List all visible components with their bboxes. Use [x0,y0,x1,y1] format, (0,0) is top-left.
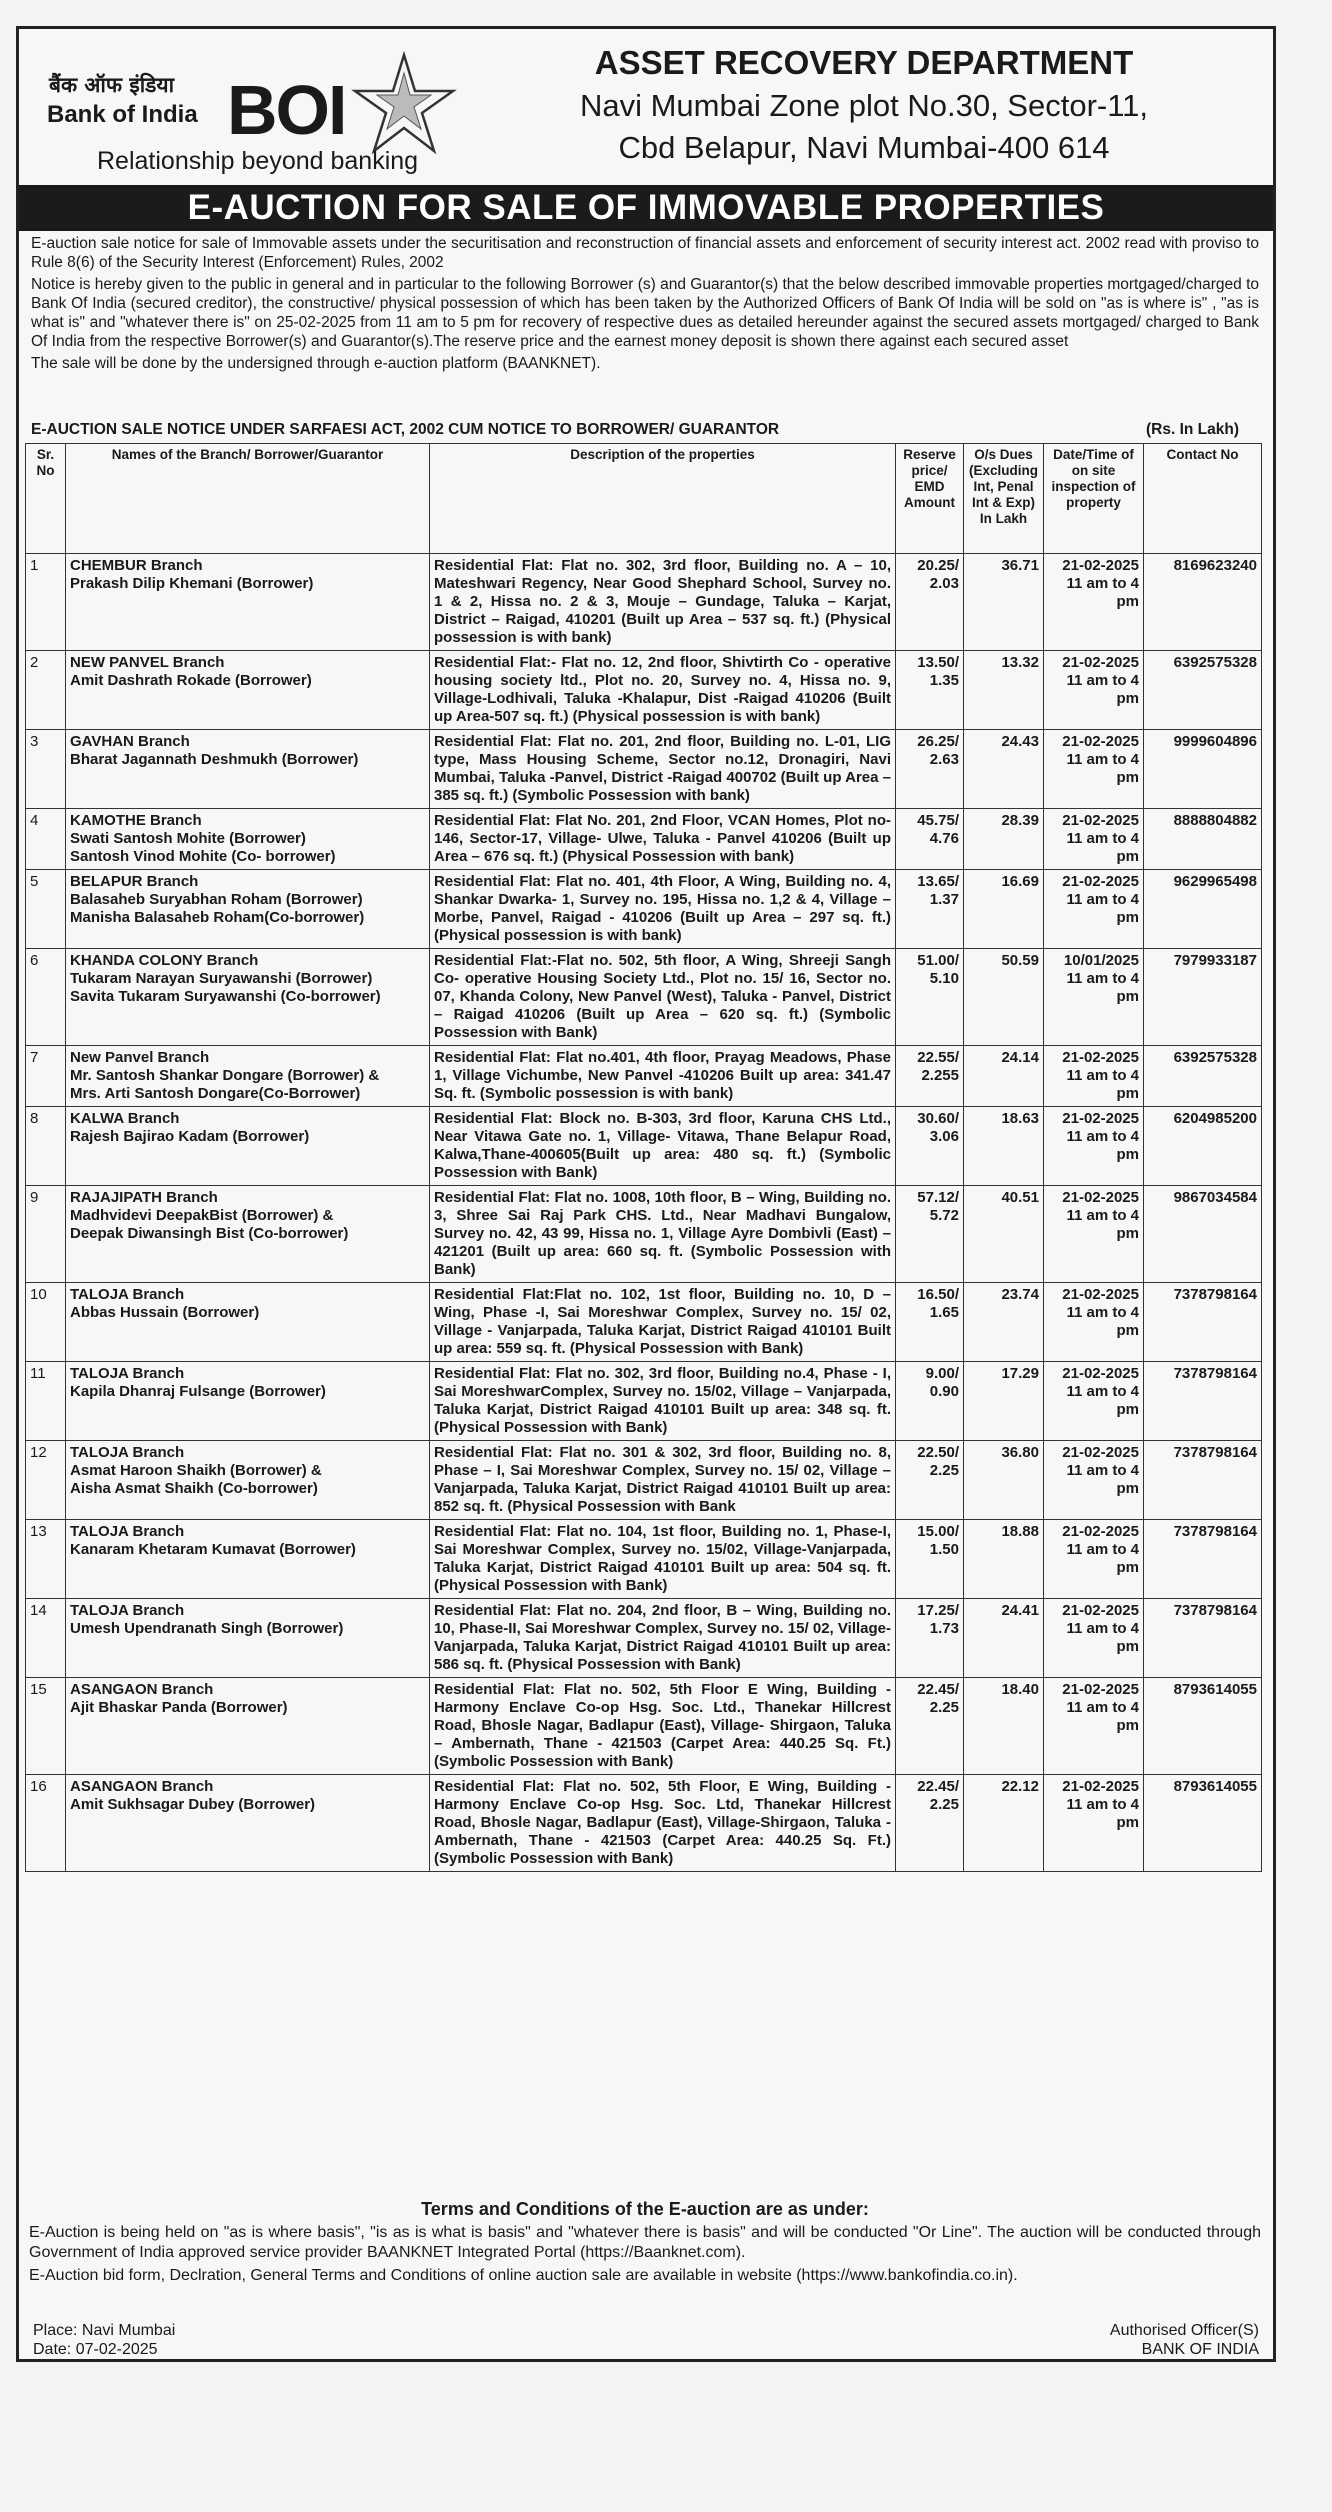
inspection-date-cell [1044,1520,1144,1599]
party-name: Kapila Dhanraj Fulsange (Borrower) [70,1383,326,1400]
contact-cell: 9999604896 [1144,730,1262,809]
sr-no-cell: 2 [26,651,66,730]
property-description-cell: Residential Flat: Flat no. 401, 4th Floor, A Wing, Building no. 4, Shankar Dwarka- 1, Survey no. 195, Hissa no. 1,2 & 4, Village – Morbe, Panvel, Raigad - 410206 (Built up Area – 297 sq. ft.) (Physical possession is with bank) [430,870,896,949]
contact-cell: 7378798164 [1144,1283,1262,1362]
footer-place-date [33,2321,175,2359]
emd-amount: 2.25 [929,1699,959,1716]
dues-cell: 13.32 [964,651,1044,730]
inspection-time: 11 am to 4 pm [1066,1304,1139,1339]
sr-no-cell: 13 [26,1520,66,1599]
inspection-date-cell [1044,1441,1144,1520]
property-description-cell: Residential Flat:Flat no. 102, 1st floor, Building no. 10, D – Wing, Phase -I, Sai Moreshwar Complex, Survey no. 15/ 02, Village - Vanjarpada, Taluka Karjat, District Raigad 410101 Built up area: 559 sq. ft. (Physical Possession with Bank) [430,1283,896,1362]
footer-bank: BANK OF INDIA [1141,2341,1259,2358]
inspection-date: 21-02-2025 [1062,1189,1139,1206]
property-description-cell: Residential Flat: Flat no. 204, 2nd floor, B – Wing, Building no. 10, Phase-II, Sai Moreshwar Complex, Survey no. 15/ 02, Village-Vanjarpada, Taluka Karjat, District Raigad 410101 Built up area: 586 sq. ft. (Physical Possession with Bank) [430,1599,896,1678]
contact-cell: 7979933187 [1144,949,1262,1046]
dues-cell: 18.40 [964,1678,1044,1775]
table-row [26,1283,1262,1362]
branch-name: TALOJA Branch [70,1602,185,1619]
property-description-cell: Residential Flat: Block no. B-303, 3rd floor, Karuna CHS Ltd., Near Vitawa Gate no. 1, Village- Vitawa, Thane Belapur Road, Kalwa,Thane-400605(Built up area: 480 sq. ft.) (Symbolic Possession with Bank) [430,1107,896,1186]
sr-no-cell: 10 [26,1283,66,1362]
inspection-date-cell [1044,554,1144,651]
inspection-date: 21-02-2025 [1062,654,1139,671]
reserve-price: 15.00/ [917,1523,959,1540]
dues-cell: 18.88 [964,1520,1044,1599]
party-name: Balasaheb Suryabhan Roham (Borrower) [70,891,363,908]
inspection-time: 11 am to 4 pm [1066,1462,1139,1497]
party-name: Abbas Hussain (Borrower) [70,1304,260,1321]
emd-amount: 0.90 [929,1383,959,1400]
dues-cell: 24.43 [964,730,1044,809]
party-name: Amit Dashrath Rokade (Borrower) [70,672,312,689]
contact-cell: 6204985200 [1144,1107,1262,1186]
inspection-date: 21-02-2025 [1062,557,1139,574]
party-name: Savita Tukaram Suryawanshi (Co-borrower) [70,988,381,1005]
header-description: Description of the properties [430,444,896,554]
branch-borrower-cell [66,1678,430,1775]
branch-borrower-cell [66,730,430,809]
inspection-date: 21-02-2025 [1062,1523,1139,1540]
branch-name: BELAPUR Branch [70,873,199,890]
emd-amount: 4.76 [929,830,959,847]
sr-no-cell: 15 [26,1678,66,1775]
sr-no-cell: 12 [26,1441,66,1520]
branch-borrower-cell [66,1107,430,1186]
footer-signature [1110,2321,1259,2359]
reserve-price: 9.00/ [925,1365,959,1382]
header-outstanding-dues: O/s Dues (Excluding Int, Penal Int & Exp) In Lakh [964,444,1044,554]
header [19,29,1273,179]
emd-amount: 2.25 [929,1796,959,1813]
emd-amount: 2.25 [929,1462,959,1479]
branch-name: ASANGAON Branch [70,1778,214,1795]
reserve-emd-cell [896,949,964,1046]
branch-borrower-cell [66,1362,430,1441]
reserve-price: 22.45/ [917,1681,959,1698]
reserve-price: 13.65/ [917,873,959,890]
table-row [26,1362,1262,1441]
reserve-emd-cell [896,1775,964,1872]
party-name: Madhvidevi DeepakBist (Borrower) & [70,1207,334,1224]
header-sr-no: Sr. No [26,444,66,554]
emd-amount: 1.73 [929,1620,959,1637]
reserve-emd-cell [896,554,964,651]
inspection-date-cell [1044,809,1144,870]
contact-cell: 6392575328 [1144,1046,1262,1107]
branch-borrower-cell [66,1520,430,1599]
table-row [26,1441,1262,1520]
table-row [26,1520,1262,1599]
property-description-cell: Residential Flat:- Flat no. 12, 2nd floor, Shivtirth Co - operative housing society ltd., Plot no. 20, Survey no. 4, Hissa no. 9, Village-Lodhivali, Taluka -Khalapur, Dist -Raigad 410206 (Built up Area-507 sq. ft.) (Physical possession is with bank) [430,651,896,730]
reserve-emd-cell [896,1046,964,1107]
emd-amount: 1.37 [929,891,959,908]
intro-paragraph-2: Notice is hereby given to the public in general and in particular to the following Borrower (s) and Guarantor(s) that the below described immovable properties mortgaged/charged to Bank Of India (secured creditor), the constructive/ physical possession of which has been taken by the Authorized Officers of Bank Of India will be sold on "as is where is" , "as is what is" and "whatever there is" on 25-02-2025 from 11 am to 5 pm for recovery of respective dues as detailed hereunder against the secured assets mortgaged/ charged to Bank Of India from the respective Borrower(s) and Guarantor(s).The reserve price and the earnest money deposit is shown there against each secured asset [31,276,1259,350]
inspection-time: 11 am to 4 pm [1066,575,1139,610]
party-name: Mr. Santosh Shankar Dongare (Borrower) & [70,1067,380,1084]
inspection-time: 11 am to 4 pm [1066,1699,1139,1734]
party-name: Asmat Haroon Shaikh (Borrower) & [70,1462,322,1479]
party-name: Prakash Dilip Khemani (Borrower) [70,575,314,592]
property-description-cell: Residential Flat: Flat no. 201, 2nd floor, Building no. L-01, LIG type, Mass Housing Scheme, Sector no.12, Dronagiri, Navi Mumbai, Taluka -Panvel, District -Raigad 400702 (Built up Area – 385 sq. ft.) (Symbolic Possession with bank) [430,730,896,809]
branch-name: TALOJA Branch [70,1523,185,1540]
branch-name: KAMOTHE Branch [70,812,202,829]
dues-cell: 18.63 [964,1107,1044,1186]
sr-no-cell: 7 [26,1046,66,1107]
property-description-cell: Residential Flat: Flat no. 302, 3rd floor, Building no.4, Phase - I, Sai MoreshwarComplex, Survey no. 15/02, Village – Vanjarpada, Taluka Karjat, District Raigad 410101 Built up area: 348 sq. ft. (Physical Possession with Bank) [430,1362,896,1441]
branch-name: RAJAJIPATH Branch [70,1189,218,1206]
dues-cell: 22.12 [964,1775,1044,1872]
inspection-date-cell [1044,1599,1144,1678]
emd-amount: 3.06 [929,1128,959,1145]
intro-paragraph-1: E-auction sale notice for sale of Immovable assets under the securitisation and reconstruction of financial assets and enforcement of security interest act. 2002 read with proviso to Rule 8(6) of the Security Interest (Enforcement) Rules, 2002 [31,235,1259,271]
property-description-cell: Residential Flat:-Flat no. 502, 5th floor, A Wing, Shreeji Sangh Co- operative Housing Society Ltd., Plot no. 15/ 16, Sector no. 07, Khanda Colony, New Panvel (West), Taluka - Panvel, District – Raigad 410206 (Built up Area – 620 sq. ft.) (Symbolic Possession with Bank) [430,949,896,1046]
table-row [26,1599,1262,1678]
table-row [26,554,1262,651]
dues-cell: 40.51 [964,1186,1044,1283]
party-name: Mrs. Arti Santosh Dongare(Co-Borrower) [70,1085,361,1102]
sale-notice-subheading [31,421,1259,439]
inspection-date: 21-02-2025 [1062,1049,1139,1066]
inspection-date: 21-02-2025 [1062,1365,1139,1382]
terms-paragraph-1: E-Auction is being held on "as is where basis", "is as is what is basis" and "whatever there is basis" and will be conducted "Or Line". The auction will be conducted through Government of India approved service provider BAANKNET Integrated Portal (https://Baanknet.com). [29,2224,1261,2261]
table-row [26,1107,1262,1186]
logo-hindi-text: बैंक ऑफ इंडिया [49,73,175,97]
inspection-time: 11 am to 4 pm [1066,1541,1139,1576]
property-description-cell: Residential Flat: Flat no.401, 4th floor, Prayag Meadows, Phase 1, Village Vichumbe, New Panvel -410206 Built up area: 341.47 Sq. ft. (Symbolic possession is with bank) [430,1046,896,1107]
party-name: Rajesh Bajirao Kadam (Borrower) [70,1128,310,1145]
inspection-date-cell [1044,949,1144,1046]
inspection-date-cell [1044,1186,1144,1283]
address-line-2: Cbd Belapur, Navi Mumbai-400 614 [618,130,1110,165]
inspection-time: 11 am to 4 pm [1066,830,1139,865]
dues-cell: 36.80 [964,1441,1044,1520]
reserve-emd-cell [896,1441,964,1520]
reserve-emd-cell [896,1283,964,1362]
party-name: Kanaram Khetaram Kumavat (Borrower) [70,1541,356,1558]
inspection-time: 11 am to 4 pm [1066,970,1139,1005]
branch-borrower-cell [66,1283,430,1362]
properties-table [25,443,1262,1872]
inspection-date: 21-02-2025 [1062,733,1139,750]
subheading-text: E-AUCTION SALE NOTICE UNDER SARFAESI ACT, 2002 CUM NOTICE TO BORROWER/ GUARANTOR [31,421,780,438]
sr-no-cell: 3 [26,730,66,809]
sr-no-cell: 4 [26,809,66,870]
inspection-date-cell [1044,651,1144,730]
dues-cell: 24.41 [964,1599,1044,1678]
sr-no-cell: 11 [26,1362,66,1441]
intro-text [31,234,1259,376]
table-header-row [26,444,1262,554]
department-title: ASSET RECOVERY DEPARTMENT [594,44,1134,81]
branch-borrower-cell [66,1046,430,1107]
inspection-date: 21-02-2025 [1062,1602,1139,1619]
property-description-cell: Residential Flat: Flat no. 301 & 302, 3rd floor, Building no. 8, Phase – I, Sai Moreshwar Complex, Survey no. 15/ 02, Village – Vanjarpada, Taluka Karjat, District Raigad 410101 Built up area: 852 sq. ft. (Physical Possession with Bank [430,1441,896,1520]
auction-banner: E-AUCTION FOR SALE OF IMMOVABLE PROPERTIES [19,185,1273,231]
reserve-emd-cell [896,730,964,809]
reserve-emd-cell [896,870,964,949]
inspection-time: 11 am to 4 pm [1066,1207,1139,1242]
party-name: Santosh Vinod Mohite (Co- borrower) [70,848,336,865]
inspection-time: 11 am to 4 pm [1066,751,1139,786]
star-logo-icon [349,51,459,161]
property-description-cell: Residential Flat: Flat no. 302, 3rd floor, Building no. A – 10, Mateshwari Regency, Near Good Shephard School, Survey no. 1 & 2, Hissa no. 2 & 3, Mouje – Gundage, Taluka – Karjat, District – Raigad, 410201 (Built up Area – 537 sq. ft.) (Physical possession is with bank) [430,554,896,651]
inspection-date-cell [1044,1678,1144,1775]
sr-no-cell: 14 [26,1599,66,1678]
terms-title: Terms and Conditions of the E-auction are as under: [421,2199,869,2219]
logo-boi-text: BOI [227,71,346,149]
emd-amount: 2.255 [921,1067,959,1084]
sr-no-cell: 8 [26,1107,66,1186]
party-name: Aisha Asmat Shaikh (Co-borrower) [70,1480,318,1497]
logo-english-text: Bank of India [47,101,198,128]
emd-amount: 1.65 [929,1304,959,1321]
inspection-time: 11 am to 4 pm [1066,1383,1139,1418]
notice-page [16,26,1276,2362]
branch-name: KALWA Branch [70,1110,180,1127]
party-name: Umesh Upendranath Singh (Borrower) [70,1620,344,1637]
reserve-price: 22.45/ [917,1778,959,1795]
table-row [26,1186,1262,1283]
branch-name: NEW PANVEL Branch [70,654,225,671]
branch-borrower-cell [66,870,430,949]
property-description-cell: Residential Flat: Flat no. 104, 1st floor, Building no. 1, Phase-I, Sai Moreshwar Complex, Survey no. 15/02, Village-Vanjarpada, Taluka Karjat, District Raigad 410101 Built up area: 504 sq. ft. (Physical Possession with Bank) [430,1520,896,1599]
branch-borrower-cell [66,1186,430,1283]
inspection-date-cell [1044,1107,1144,1186]
reserve-price: 26.25/ [917,733,959,750]
branch-borrower-cell [66,809,430,870]
party-name: Manisha Balasaheb Roham(Co-borrower) [70,909,365,926]
contact-cell: 9867034584 [1144,1186,1262,1283]
reserve-emd-cell [896,1599,964,1678]
reserve-price: 51.00/ [917,952,959,969]
contact-cell: 7378798164 [1144,1362,1262,1441]
dues-cell: 28.39 [964,809,1044,870]
contact-cell: 9629965498 [1144,870,1262,949]
inspection-date: 10/01/2025 [1063,952,1139,969]
table-row [26,809,1262,870]
branch-name: GAVHAN Branch [70,733,190,750]
party-name: Bharat Jagannath Deshmukh (Borrower) [70,751,359,768]
inspection-date-cell [1044,1046,1144,1107]
sr-no-cell: 6 [26,949,66,1046]
terms-section [29,2199,1261,2289]
sr-no-cell: 5 [26,870,66,949]
party-name: Deepak Diwansingh Bist (Co-borrower) [70,1225,349,1242]
address-line-1: Navi Mumbai Zone plot No.30, Sector-11, [579,88,1149,123]
reserve-price: 45.75/ [917,812,959,829]
tagline: Relationship beyond banking [97,147,419,175]
reserve-price: 16.50/ [917,1286,959,1303]
inspection-time: 11 am to 4 pm [1066,1128,1139,1163]
branch-name: ASANGAON Branch [70,1681,214,1698]
inspection-date-cell [1044,1283,1144,1362]
header-reserve-price: Reserve price/ EMD Amount [896,444,964,554]
emd-amount: 1.50 [929,1541,959,1558]
table-row [26,1046,1262,1107]
branch-borrower-cell [66,1775,430,1872]
property-description-cell: Residential Flat: Flat no. 502, 5th Floor E Wing, Building - Harmony Enclave Co-op Hsg. Soc. Ltd., Thanekar Hillcrest Road, Bhosle Nagar, Badlapur (East), Village- Shirgaon, Taluka – Ambernath, Thane - 421503 (Carpet Area: 440.25 Sq. Ft.) (Symbolic Possession with Bank) [430,1678,896,1775]
inspection-date-cell [1044,1362,1144,1441]
dues-cell: 16.69 [964,870,1044,949]
party-name: Ajit Bhaskar Panda (Borrower) [70,1699,288,1716]
contact-cell: 6392575328 [1144,651,1262,730]
branch-name: CHEMBUR Branch [70,557,203,574]
contact-cell: 7378798164 [1144,1441,1262,1520]
branch-name: TALOJA Branch [70,1286,185,1303]
emd-amount: 1.35 [929,672,959,689]
inspection-time: 11 am to 4 pm [1066,1796,1139,1831]
table-row [26,1678,1262,1775]
branch-borrower-cell [66,554,430,651]
sr-no-cell: 9 [26,1186,66,1283]
table-row [26,730,1262,809]
inspection-date: 21-02-2025 [1062,1444,1139,1461]
branch-name: KHANDA COLONY Branch [70,952,259,969]
table-row [26,949,1262,1046]
footer-date: Date: 07-02-2025 [33,2341,158,2358]
inspection-date: 21-02-2025 [1062,1110,1139,1127]
footer-place: Place: Navi Mumbai [33,2322,176,2339]
header-branch-borrower: Names of the Branch/ Borrower/Guarantor [66,444,430,554]
inspection-date: 21-02-2025 [1062,1681,1139,1698]
contact-cell: 8888804882 [1144,809,1262,870]
property-description-cell: Residential Flat: Flat No. 201, 2nd Floor, VCAN Homes, Plot no-146, Sector-17, Village- Ulwe, Taluka - Panvel 410206 (Built up Area – 676 sq. ft.) (Physical Possession with bank) [430,809,896,870]
contact-cell: 8793614055 [1144,1775,1262,1872]
reserve-emd-cell [896,1678,964,1775]
intro-paragraph-3: The sale will be done by the undersigned through e-auction platform (BAANKNET). [31,355,601,372]
reserve-emd-cell [896,1520,964,1599]
inspection-date: 21-02-2025 [1062,873,1139,890]
dues-cell: 36.71 [964,554,1044,651]
department-address [459,41,1269,169]
dues-cell: 24.14 [964,1046,1044,1107]
inspection-date: 21-02-2025 [1062,812,1139,829]
party-name: Tukaram Narayan Suryawanshi (Borrower) [70,970,373,987]
reserve-price: 17.25/ [917,1602,959,1619]
footer-officer: Authorised Officer(S) [1109,2322,1259,2339]
reserve-emd-cell [896,1107,964,1186]
reserve-price: 13.50/ [917,654,959,671]
reserve-price: 57.12/ [917,1189,959,1206]
table-row [26,870,1262,949]
reserve-emd-cell [896,651,964,730]
inspection-time: 11 am to 4 pm [1066,1620,1139,1655]
inspection-date-cell [1044,730,1144,809]
sr-no-cell: 16 [26,1775,66,1872]
contact-cell: 8169623240 [1144,554,1262,651]
branch-borrower-cell [66,1441,430,1520]
inspection-time: 11 am to 4 pm [1066,1067,1139,1102]
inspection-date: 21-02-2025 [1062,1286,1139,1303]
branch-borrower-cell [66,1599,430,1678]
branch-name: TALOJA Branch [70,1365,185,1382]
branch-name: TALOJA Branch [70,1444,185,1461]
reserve-price: 22.55/ [917,1049,959,1066]
reserve-emd-cell [896,1186,964,1283]
dues-cell: 17.29 [964,1362,1044,1441]
reserve-emd-cell [896,1362,964,1441]
party-name: Amit Sukhsagar Dubey (Borrower) [70,1796,316,1813]
branch-borrower-cell [66,949,430,1046]
contact-cell: 7378798164 [1144,1599,1262,1678]
sr-no-cell: 1 [26,554,66,651]
inspection-time: 11 am to 4 pm [1066,891,1139,926]
inspection-date-cell [1044,1775,1144,1872]
reserve-price: 22.50/ [917,1444,959,1461]
reserve-price: 30.60/ [917,1110,959,1127]
property-description-cell: Residential Flat: Flat no. 502, 5th Floor, E Wing, Building - Harmony Enclave Co-op Hsg. Soc. Ltd, Thanekar Hillcrest Road, Bhosle Nagar, Badlapur (East), Village-Shirgaon, Taluka -Ambernath, Thane - 421503 (Carpet Area: 440.25 Sq. Ft.) (Symbolic Possession with Bank) [430,1775,896,1872]
emd-amount: 5.10 [929,970,959,987]
table-row [26,651,1262,730]
contact-cell: 8793614055 [1144,1678,1262,1775]
branch-borrower-cell [66,651,430,730]
inspection-time: 11 am to 4 pm [1066,672,1139,707]
dues-cell: 23.74 [964,1283,1044,1362]
branch-name: New Panvel Branch [70,1049,210,1066]
header-inspection-date: Date/Time of on site inspection of property [1044,444,1144,554]
reserve-emd-cell [896,809,964,870]
dues-cell: 50.59 [964,949,1044,1046]
currency-unit-note: (Rs. In Lakh) [1145,421,1239,438]
table-row [26,1775,1262,1872]
contact-cell: 7378798164 [1144,1520,1262,1599]
terms-paragraph-2: E-Auction bid form, Declration, General Terms and Conditions of online auction sale are available in website (https://www.bankofindia.co.in). [29,2267,1018,2284]
party-name: Swati Santosh Mohite (Borrower) [70,830,306,847]
inspection-date: 21-02-2025 [1062,1778,1139,1795]
emd-amount: 5.72 [929,1207,959,1224]
reserve-price: 20.25/ [917,557,959,574]
inspection-date-cell [1044,870,1144,949]
emd-amount: 2.03 [929,575,959,592]
header-contact-no: Contact No [1144,444,1262,554]
property-description-cell: Residential Flat: Flat no. 1008, 10th floor, B – Wing, Building no. 3, Shree Sai Raj Park CHS. Ltd., Near Madhavi Bungalow, Survey no. 42, 43 99, Hissa no. 1, Village Ayre Dombivli (East) – 421201 (Built up area: 660 sq. ft. (Symbolic Possession with Bank) [430,1186,896,1283]
emd-amount: 2.63 [929,751,959,768]
